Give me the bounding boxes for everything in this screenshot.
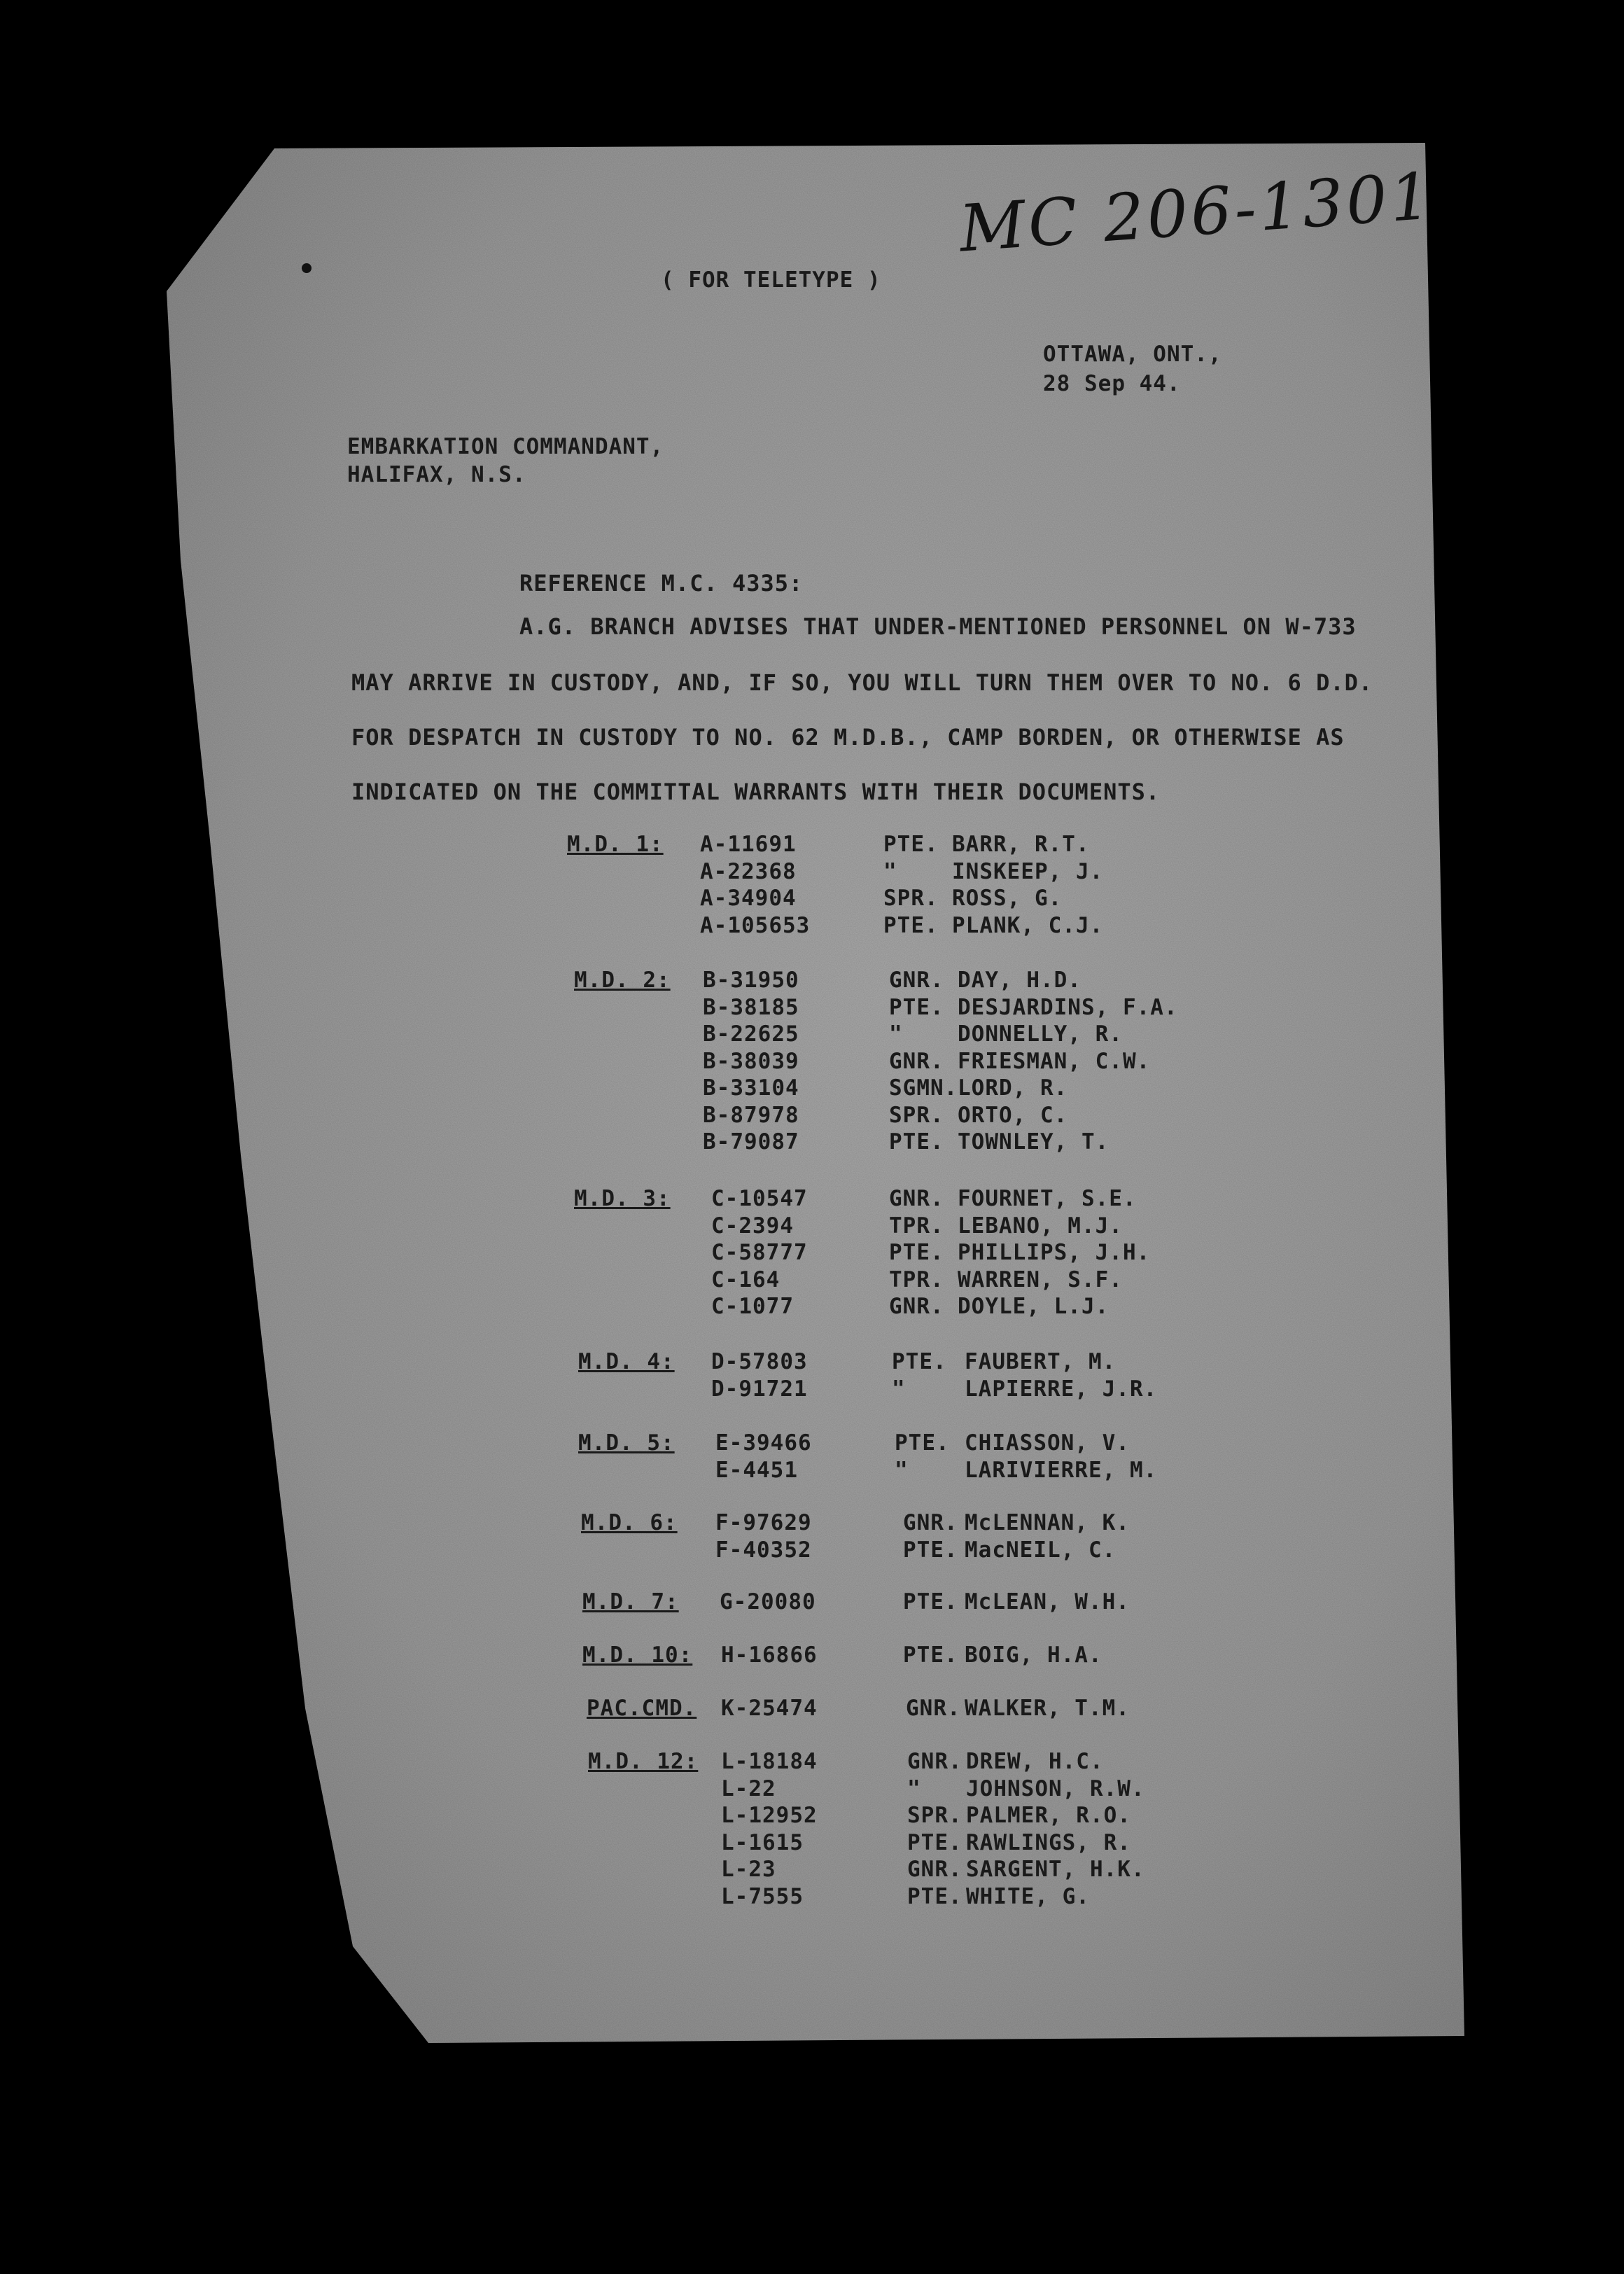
rank: PTE.	[895, 1430, 950, 1456]
addressee-line-2: HALIFAX, N.S.	[347, 462, 526, 487]
soldier-name: CHIASSON, V.	[965, 1430, 1130, 1456]
soldier-name: ROSS, G.	[952, 886, 1063, 911]
rank: PTE.	[892, 1349, 947, 1374]
rank: GNR.	[889, 1294, 944, 1319]
soldier-name: WARREN, S.F.	[958, 1267, 1123, 1292]
service-number: B-79087	[703, 1129, 799, 1155]
district-label: M.D. 7:	[582, 1589, 679, 1614]
soldier-name: WALKER, T.M.	[965, 1696, 1130, 1721]
rank: PTE.	[903, 1537, 958, 1563]
service-number: C-58777	[711, 1240, 808, 1265]
soldier-name: FRIESMAN, C.W.	[958, 1048, 1151, 1074]
service-number: B-87978	[703, 1102, 799, 1128]
rank: PTE.	[907, 1829, 962, 1855]
body-line-3: FOR DESPATCH IN CUSTODY TO NO. 62 M.D.B., CAMP BORDEN, OR OTHERWISE AS	[351, 724, 1345, 751]
rank: GNR.	[907, 1857, 962, 1882]
soldier-name: FAUBERT, M.	[965, 1349, 1116, 1374]
district-label: M.D. 4:	[578, 1349, 675, 1374]
service-number: C-164	[711, 1267, 780, 1292]
rank: PTE.	[903, 1642, 958, 1668]
rank: GNR.	[907, 1749, 962, 1774]
rank: "	[889, 1021, 903, 1047]
soldier-name: INSKEEP, J.	[952, 858, 1104, 884]
rank: "	[892, 1376, 906, 1402]
place-line: OTTAWA, ONT.,	[1043, 342, 1222, 367]
rank: TPR.	[889, 1267, 944, 1292]
district-label: M.D. 1:	[567, 832, 664, 857]
handwritten-reference: MC 206-1301	[957, 158, 1436, 267]
district-label: PAC.CMD.	[587, 1696, 697, 1721]
soldier-name: JOHNSON, R.W.	[966, 1776, 1145, 1801]
soldier-name: DOYLE, L.J.	[958, 1294, 1110, 1319]
soldier-name: BARR, R.T.	[952, 832, 1090, 857]
service-number: E-39466	[715, 1430, 812, 1456]
soldier-name: MacNEIL, C.	[965, 1537, 1116, 1563]
addressee-line-1: EMBARKATION COMMANDANT,	[347, 434, 664, 459]
service-number: L-7555	[721, 1883, 804, 1909]
soldier-name: ORTO, C.	[958, 1102, 1068, 1128]
service-number: L-18184	[721, 1749, 818, 1774]
rank: PTE.	[903, 1589, 958, 1614]
body-line-4: INDICATED ON THE COMMITTAL WARRANTS WITH THEIR DOCUMENTS.	[351, 779, 1161, 805]
body-line-2: MAY ARRIVE IN CUSTODY, AND, IF SO, YOU WILL TURN THEM OVER TO NO. 6 D.D.	[351, 669, 1373, 696]
district-label: M.D. 2:	[574, 968, 671, 993]
soldier-name: WHITE, G.	[966, 1883, 1090, 1909]
service-number: F-97629	[715, 1510, 812, 1535]
service-number: A-34904	[700, 886, 797, 911]
service-number: L-22	[721, 1776, 776, 1801]
soldier-name: RAWLINGS, R.	[966, 1829, 1131, 1855]
rank: PTE.	[889, 1240, 944, 1265]
service-number: D-57803	[711, 1349, 808, 1374]
rank: SPR.	[889, 1102, 944, 1128]
district-label: M.D. 10:	[582, 1642, 693, 1668]
service-number: L-1615	[721, 1829, 804, 1855]
soldier-name: FOURNET, S.E.	[958, 1186, 1137, 1211]
rank: GNR.	[903, 1510, 958, 1535]
service-number: C-10547	[711, 1186, 808, 1211]
body-line-1: A.G. BRANCH ADVISES THAT UNDER-MENTIONED PERSONNEL ON W-733	[519, 613, 1357, 640]
service-number: B-31950	[703, 968, 799, 993]
service-number: E-4451	[715, 1457, 798, 1483]
soldier-name: SARGENT, H.K.	[966, 1857, 1145, 1882]
soldier-name: LAPIERRE, J.R.	[965, 1376, 1158, 1402]
service-number: A-22368	[700, 858, 797, 884]
district-label: M.D. 6:	[581, 1510, 678, 1535]
service-number: A-11691	[700, 832, 797, 857]
service-number: C-1077	[711, 1294, 794, 1319]
rank: "	[907, 1776, 921, 1801]
rank: GNR.	[889, 1186, 944, 1211]
soldier-name: TOWNLEY, T.	[958, 1129, 1110, 1155]
soldier-name: DONNELLY, R.	[958, 1021, 1123, 1047]
service-number: H-16866	[721, 1642, 818, 1668]
soldier-name: LORD, R.	[958, 1075, 1068, 1101]
soldier-name: PHILLIPS, J.H.	[958, 1240, 1151, 1265]
soldier-name: DAY, H.D.	[958, 968, 1082, 993]
district-label: M.D. 12:	[588, 1749, 699, 1774]
rank: PTE.	[883, 832, 939, 857]
rank: GNR.	[889, 968, 944, 993]
district-label: M.D. 3:	[574, 1186, 671, 1211]
district-label: M.D. 5:	[578, 1430, 675, 1456]
soldier-name: PLANK, C.J.	[952, 912, 1104, 938]
rank: PTE.	[889, 1129, 944, 1155]
soldier-name: LEBANO, M.J.	[958, 1213, 1123, 1239]
service-number: L-12952	[721, 1803, 818, 1828]
service-number: C-2394	[711, 1213, 794, 1239]
rank: SPR.	[883, 886, 939, 911]
rank: GNR.	[906, 1696, 961, 1721]
service-number: B-22625	[703, 1021, 799, 1047]
rank: SGMN.	[889, 1075, 958, 1101]
soldier-name: DESJARDINS, F.A.	[958, 994, 1178, 1020]
reference-line: REFERENCE M.C. 4335:	[519, 570, 804, 597]
service-number: L-23	[721, 1857, 776, 1882]
service-number: B-38039	[703, 1048, 799, 1074]
service-number: D-91721	[711, 1376, 808, 1402]
service-number: F-40352	[715, 1537, 812, 1563]
rank: SPR.	[907, 1803, 962, 1828]
date-line: 28 Sep 44.	[1043, 371, 1181, 396]
soldier-name: McLEAN, W.H.	[965, 1589, 1130, 1614]
service-number: K-25474	[721, 1696, 818, 1721]
soldier-name: McLENNAN, K.	[965, 1510, 1130, 1535]
service-number: A-105653	[700, 912, 811, 938]
soldier-name: LARIVIERRE, M.	[965, 1457, 1158, 1483]
soldier-name: DREW, H.C.	[966, 1749, 1104, 1774]
rank: PTE.	[907, 1883, 962, 1909]
soldier-name: PALMER, R.O.	[966, 1803, 1131, 1828]
teletype-header: ( FOR TELETYPE )	[661, 267, 881, 293]
rank: GNR.	[889, 1048, 944, 1074]
rank: PTE.	[889, 994, 944, 1020]
rank: TPR.	[889, 1213, 944, 1239]
service-number: B-33104	[703, 1075, 799, 1101]
rank: PTE.	[883, 912, 939, 938]
service-number: G-20080	[720, 1589, 816, 1614]
soldier-name: BOIG, H.A.	[965, 1642, 1102, 1668]
rank: "	[895, 1457, 909, 1483]
rank: "	[883, 858, 897, 884]
service-number: B-38185	[703, 994, 799, 1020]
